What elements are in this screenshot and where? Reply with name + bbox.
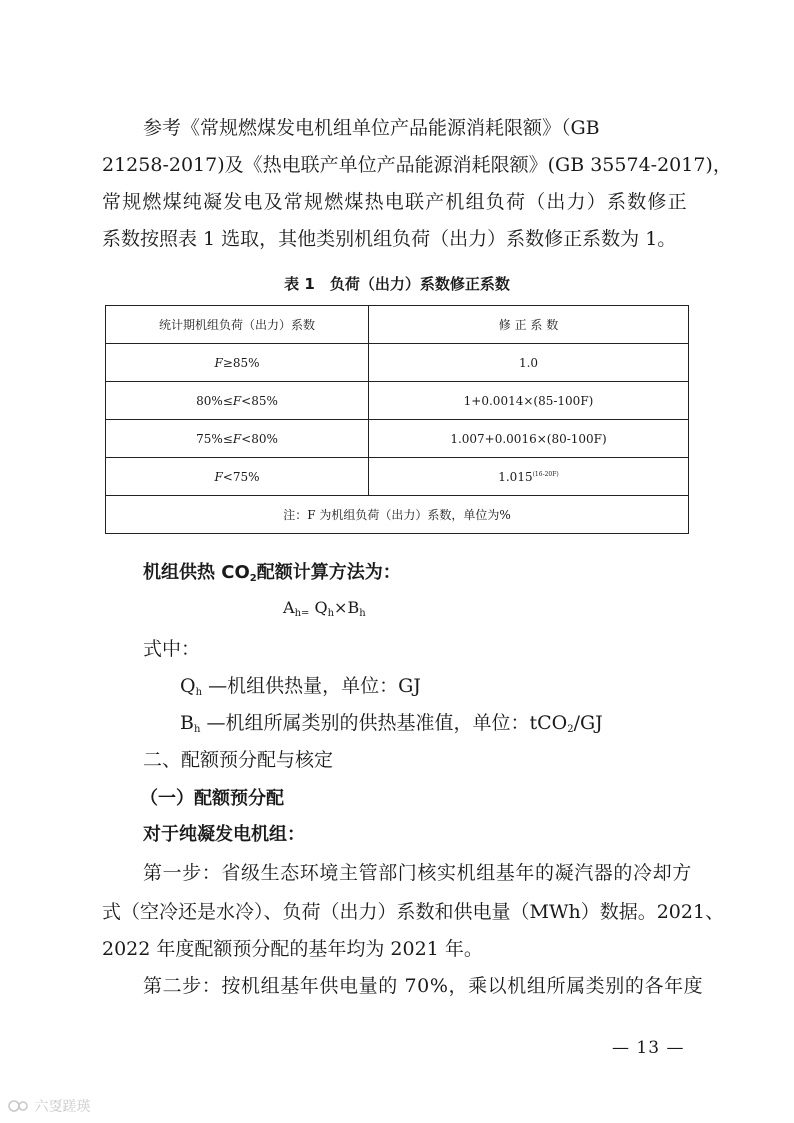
table-note: 注：F 为机组负荷（出力）系数，单位为% <box>106 496 689 534</box>
heat-heading <box>143 558 733 594</box>
table-row <box>106 382 689 420</box>
watermark-text: 六㪅蹉瑛 <box>34 1099 91 1115</box>
row-condition <box>106 344 369 382</box>
var-f: F <box>232 431 242 446</box>
heat-heading-post: 配额计算方法为： <box>256 562 401 583</box>
heat-heading-pre: 机组供热 CO <box>143 562 250 583</box>
def-qh-text: —机组供热量，单位：GJ <box>202 675 421 697</box>
header-coefficient: 修 正 系 数 <box>369 306 689 344</box>
formula-b-sub: h <box>359 608 366 619</box>
def-qh-symbol: Q <box>180 675 196 697</box>
intro-line-1 <box>143 113 692 143</box>
intro-line-3: 常规燃煤纯凝发电及常规燃煤热电联产机组负荷（出力）系数修正 <box>102 191 688 213</box>
step1-line-3: 2022 年度配额预分配的基年均为 2021 年。 <box>102 938 483 960</box>
intro-line-2: 21258-2017)及《热电联产单位产品能源消耗限额》(GB 35574-2017)， <box>102 154 732 176</box>
cond-text: <85% <box>241 393 278 408</box>
correction-coefficient-table <box>105 305 689 534</box>
cond-text: <80% <box>241 431 278 446</box>
cond-pre: 75%≤ <box>196 431 233 446</box>
watermark-logo <box>8 1096 90 1116</box>
cond-text: ≥85% <box>222 355 260 370</box>
def-bh-unit-post: /GJ <box>573 712 603 734</box>
table-row <box>106 420 689 458</box>
definition-bh <box>180 708 770 745</box>
heat-formula <box>283 598 366 619</box>
pure-condensing-heading: 对于纯凝发电机组： <box>143 824 305 845</box>
page-number: — 13 — <box>612 1038 685 1058</box>
where-label: 式中： <box>143 638 201 660</box>
coef-base: 1.015 <box>498 469 533 484</box>
section-2-1-title: （一）配额预分配 <box>140 788 284 809</box>
definition-qh <box>180 671 770 708</box>
step1-line-1: 第一步：省级生态环境主管部门核实机组基年的凝汽器的冷却方 <box>143 862 692 884</box>
var-f: F <box>232 393 242 408</box>
intro-line-4: 系数按照表 1 选取，其他类别机组负荷（出力）系数修正系数为 1。 <box>102 228 677 250</box>
table-header-row <box>106 306 689 344</box>
def-bh-unit-sub: 2 <box>567 724 574 735</box>
table-caption: 表 1 负荷（出力）系数修正系数 <box>284 275 510 293</box>
row-condition <box>106 382 369 420</box>
row-coefficient <box>369 458 689 496</box>
var-f: F <box>214 469 223 484</box>
row-condition <box>106 420 369 458</box>
intro-line-1-text: 参考《常规燃煤发电机组单位产品能源消耗限额》（GB <box>143 117 600 139</box>
table-row <box>106 344 689 382</box>
formula-a-sub: h= <box>294 608 310 619</box>
formula-q-sub: h <box>327 608 335 619</box>
section-2-title: 二、配额预分配与核定 <box>143 749 334 771</box>
def-qh-sub: h <box>195 687 203 698</box>
table-note-row <box>106 496 689 534</box>
table-row <box>106 458 689 496</box>
watermark-icon <box>8 1098 30 1114</box>
formula-a: A <box>283 598 295 617</box>
formula-times-b: ×B <box>334 598 360 617</box>
coef-exponent: (16-20F) <box>532 470 559 478</box>
row-coefficient: 1.0 <box>369 344 689 382</box>
row-coefficient: 1.007+0.0016×(80-100F) <box>369 420 689 458</box>
cond-pre: 80%≤ <box>196 393 233 408</box>
header-load-factor: 统计期机组负荷（出力）系数 <box>106 306 369 344</box>
def-bh-text: —机组所属类别的供热基准值，单位：tCO <box>200 712 568 734</box>
def-bh-sub: h <box>193 724 201 735</box>
row-condition <box>106 458 369 496</box>
cond-text: <75% <box>222 469 260 484</box>
step2-line-1: 第二步：按机组基年供电量的 70%，乘以机组所属类别的各年度 <box>143 975 704 997</box>
var-f: F <box>214 355 223 370</box>
step1-line-2: 式（空冷还是水冷）、负荷（出力）系数和供电量（MWh）数据。2021、 <box>102 901 725 923</box>
def-bh-symbol: B <box>180 712 194 734</box>
formula-q: Q <box>309 598 328 617</box>
row-coefficient: 1+0.0014×(85-100F) <box>369 382 689 420</box>
heat-heading-sub: 2 <box>249 573 257 584</box>
